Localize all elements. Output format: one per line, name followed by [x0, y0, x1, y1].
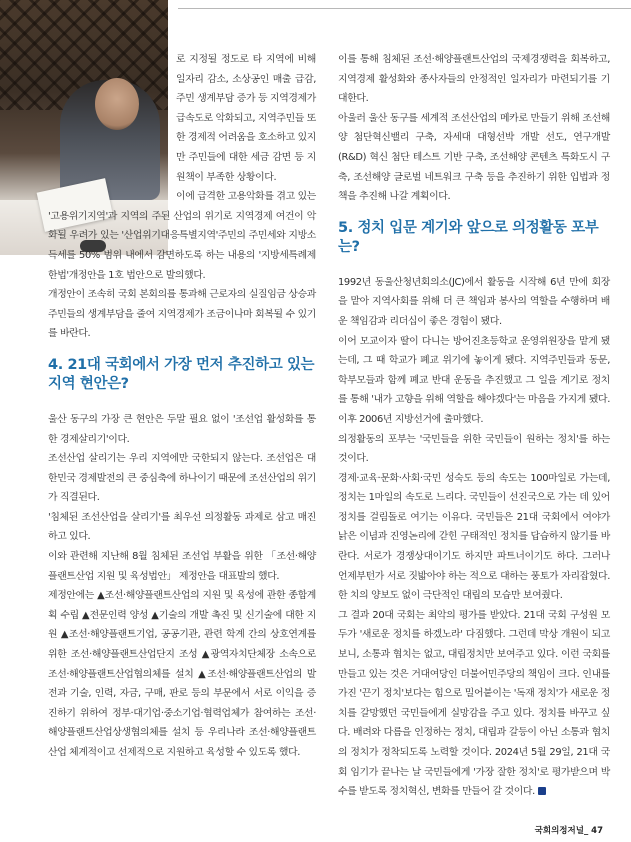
paragraph-text: 그 결과 20대 국회는 최악의 평가를 받았다. 21대 국회 구성원 모두가 '새로운 정치를 하겠노라' 다짐했다. 그런데 막상 개원이 되고 보니, 소통과 협치는 없고, 대립정치만 보여주고 있다. 이런 국회를 만들고 있는 것은 거대여당인 더불어민주당의 책임이 크다. 인내를 가진 '끈기 정치'보다는 힘으로 밀어붙이는 '독재 정치'가 새로운 정치를 갈망했던 국민들에게 실망감을 주고 있다. 정치를 바꾸고 싶다. 배려와 다름을 인정하는 정치, 대립과 갈등이 아닌 소통과 협치의 정치가 정착되도록 노력할 것이다. 2024년 5월 29일, 21대 국회 임기가 끝나는 날 국민들에게 '가장 잘한 정치'로 평가받으며 박수를 받도록 정치혁신, 변화를 만들어 갈 것이다. — [338, 609, 610, 798]
paragraph: 의정활동의 포부는 '국민들을 위한 국민들이 원하는 정치'를 하는 것이다. — [338, 433, 610, 465]
section-heading-4: 4. 21대 국회에서 가장 먼저 추진하고 있는 지역 현안은? — [48, 356, 315, 392]
right-column — [338, 50, 610, 802]
paragraph: 경제·교육·문화·사회·국민 성숙도 등의 속도는 100마일로 가는데, 정치는 1마일의 속도로 느리다. 국민들이 선진국으로 가는 데 있어 정치를 걸림돌로 여기는 이유다. 국민들은 21대 국회에서 여야가 낡은 이념과 진영논리에 갇힌 구태적인 정치를 답습하지 않기를 바란다. 서로가 경쟁상대이기도 하지만 파트너이기도 하다. 그러나 언제부턴가 서로 짓밟아야 하는 적으로 대하는 풍토가 자리잡혔다. 한 치의 양보도 없이 극단적인 대립의 모습만 보여줬다. — [338, 472, 610, 602]
paragraph: 이어 모교이자 딸이 다니는 방어진초등학교 운영위원장을 맡게 됐는데, 그 때 학교가 폐교 위기에 놓이게 됐다. 지역주민들과 동문, 학부모들과 함께 폐교 반대 운동을 추진했고 그 일을 계기로 정치를 통해 '내가 고향을 위해 역할을 해야겠다'는 마음을 가지게 됐다. 이후 2006년 지방선거에 출마했다. — [338, 335, 610, 425]
square-end-mark-icon — [538, 787, 546, 795]
page-footer — [535, 824, 603, 836]
page-number: _ 47 — [583, 826, 603, 836]
left-column — [48, 50, 316, 763]
paragraph: 아울러 울산 동구를 세계적 조선산업의 메카로 만들기 위해 조선해양 첨단혁신밸리 구축, 자세대 대형선박 개발 선도, 연구개발(R&D) 혁신 첨단 테스트 기반 구축, 조선해양 콘텐츠 특화도시 구축, 조선해양 글로벌 네트워크 구축 등을 추진하기 위한 입법과 정책을 추진해 나갈 계획이다. — [338, 112, 610, 203]
paragraph: 이에 급격한 고용악화를 겪고 있는 '고용위기지역'과 지역의 주된 산업의 위기로 지역경제 여건이 악화될 우려가 있는 '산업위기대응특별지역'주민의 주민세와 지방소득세를 50% 범위 내에서 감면하도록 하는 내용의 '지방세특례제한법'개정안을 1호 법안으로 발의했다. — [48, 191, 316, 281]
paragraph: 이를 통해 침체된 조선·해양플랜트산업의 국제경쟁력을 회복하고, 지역경제 활성화와 종사자들의 안정적인 일자리가 마련되기를 기대한다. — [338, 54, 610, 105]
paragraph: 로 지정될 정도로 타 지역에 비해 일자리 감소, 소상공인 매출 급감, 주민 생계부담 증가 등 지역경제가 급속도로 악화되고, 지역주민들 또한 경제적 어려움을 호소하고 있지만 주민들에 대한 세금 감면 등 지원책이 부족한 상황이다. — [176, 54, 316, 183]
paragraph: '침체된 조선산업을 살리기'를 최우선 의정활동 과제로 삼고 매진하고 있다. — [48, 511, 316, 543]
paragraph-last — [338, 606, 610, 802]
paragraph: 울산 동구의 가장 큰 현안은 두말 필요 없이 '조선업 활성화를 통한 경제살리기'이다. — [48, 413, 316, 445]
paragraph: 개정안이 조속히 국회 본회의를 통과해 근로자의 실질임금 상승과 주민들의 생계부담을 줄여 지역경제가 조금이나마 회복될 수 있기를 바란다. — [48, 289, 316, 340]
header-rule — [178, 8, 631, 9]
paragraph: 조선산업 살리기는 우리 지역에만 국한되지 않는다. 조선업은 대한민국 경제발전의 큰 중심축에 하나이기 때문에 조선산업의 위기가 직결된다. — [48, 453, 316, 504]
paragraph: 제정안에는 ▲조선·해양플랜트산업의 지원 및 육성에 관한 종합계획 수립 ▲전문인력 양성 ▲기술의 개발 촉진 및 신기술에 대한 지원 ▲조선·해양플랜트기업, 공공기관, 관련 학계 간의 상호연계를 위한 조선·해양플랜트산업단지 조성 ▲광역자치단체장 소속으로 조선·해양플랜트산업협의체를 설치 ▲조선·해양플랜트산업의 발전과 기술, 인력, 자금, 구매, 판로 등의 부문에서 서로 이익을 증진하기 위하여 정부·대기업·중소기업·협력업체가 참여하는 조선·해양플랜트산업상생협의체를 설치 등 우리나라 조선·해양플랜트산업 체계적이고 선제적으로 지원하고 육성할 수 있도록 했다. — [48, 590, 316, 758]
section-heading-5: 5. 정치 입문 계기와 앞으로 의정활동 포부는? — [338, 219, 599, 255]
paragraph: 이와 관련해 지난해 8월 침체된 조선업 부활을 위한 「조선·해양플랜트산업 지원 및 육성법안」 제정안을 대표발의 했다. — [48, 551, 316, 582]
magazine-name: 국회의정저널 — [534, 826, 584, 836]
paragraph: 1992년 동울산청년회의소(JC)에서 활동을 시작해 6년 만에 회장을 맡아 지역사회를 위해 더 큰 책임과 봉사의 역할을 수행하며 배운 책임감과 리더십이 좋은 경험이 됐다. — [338, 276, 610, 327]
